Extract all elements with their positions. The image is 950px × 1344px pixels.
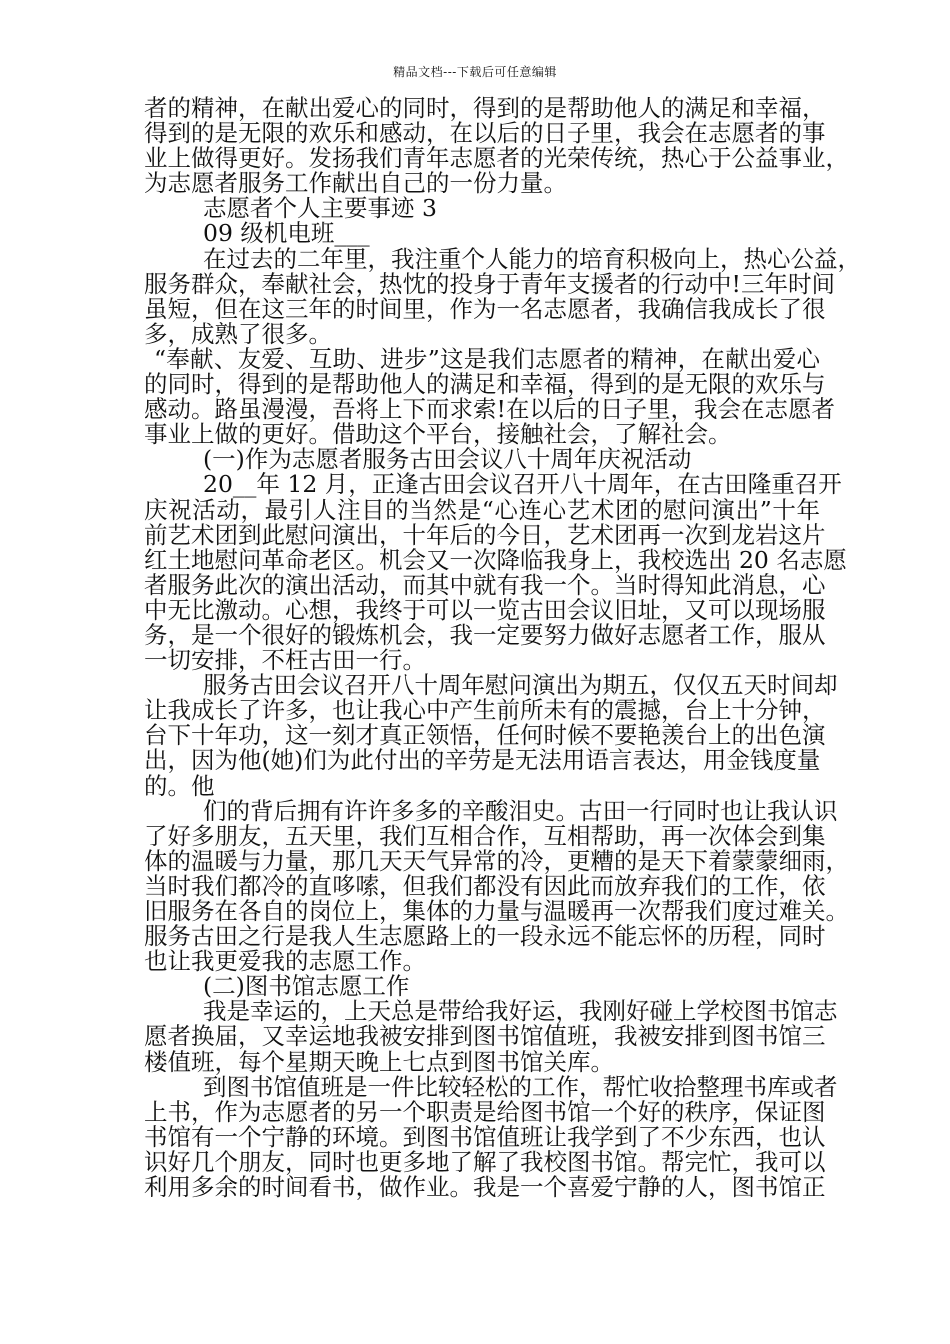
text-line: 红土地慰问革命老区。机会又一次降临我身上，我校选出 20 名志愿: [144, 545, 847, 574]
text-line: 志愿者个人主要事迹 3: [203, 194, 437, 223]
text-line: 在过去的二年里，我注重个人能力的培育积极向上，热心公益，: [203, 244, 861, 273]
text-line: 利用多余的时间看书，做作业。我是一个喜爱宁静的人，图书馆正: [144, 1173, 826, 1202]
text-line: 当时我们都冷的直哆嗦，但我们都没有因此而放弃我们的工作，依: [144, 871, 826, 900]
document-body: [144, 94, 861, 1202]
text-line: 感动。路虽漫漫，吾将上下而求索!在以后的日子里，我会在志愿者: [144, 395, 835, 424]
page-header: 精品文档---下载后可任意编辑: [393, 65, 557, 79]
text-line: 者的精神，在献出爱心的同时，得到的是帮助他人的满足和幸福，: [144, 94, 826, 122]
text-line: 事业上做的更好。借助这个平台，接触社会，了解社会。: [144, 420, 732, 449]
text-line: 20__年 12 月，正逢古田会议召开八十周年，在古田隆重召开: [203, 470, 842, 499]
text-line: (一)作为志愿者服务古田会议八十周年庆祝活动: [203, 445, 692, 474]
text-line: 庆祝活动，最引人注目的当然是“心连心艺术团的慰问演出”十年: [144, 495, 820, 524]
text-line: 了好多朋友，五天里，我们互相合作，互相帮助，再一次体会到集: [144, 821, 826, 850]
text-line: 得到的是无限的欢乐和感动，在以后的日子里，我会在志愿者的事: [144, 119, 826, 148]
text-line: (二)图书馆志愿工作: [203, 972, 410, 1001]
text-line: “奉献、友爱、互助、进步”这是我们志愿者的精神，在献出爱心: [154, 344, 820, 373]
text-line: 让我成长了许多，也让我心中产生前所未有的震撼，台上十分钟，: [144, 696, 826, 725]
text-line: 楼值班，每个星期天晚上七点到图书馆关库。: [144, 1047, 614, 1076]
text-line: 者服务此次的演出活动，而其中就有我一个。当时得知此消息，心: [144, 570, 826, 599]
text-line: 出，因为他(她)们为此付出的辛劳是无法用语言表达，用金钱度量: [144, 746, 821, 775]
text-line: 多，成熟了很多。: [144, 319, 332, 348]
text-line: 的。他: [144, 771, 215, 800]
text-line: 为志愿者服务工作献出自己的一份力量。: [144, 169, 567, 198]
text-line: 服务古田会议召开八十周年慰问演出为期五，仅仅五天时间却: [203, 671, 838, 700]
text-line: 书馆有一个宁静的环境。到图书馆值班让我学到了不少东西，也认: [144, 1122, 826, 1151]
text-line: 我是幸运的，上天总是带给我好运，我刚好碰上学校图书馆志: [203, 997, 838, 1026]
text-line: 台下十年功，这一刻才真正领悟，任何时候不要艳羡台上的出色演: [144, 721, 826, 750]
text-line: 的同时，得到的是帮助他人的满足和幸福，得到的是无限的欢乐与: [144, 370, 826, 399]
text-line: 们的背后拥有许许多多的辛酸泪史。古田一行同时也让我认识: [203, 796, 838, 825]
text-line: 务，是一个很好的锻炼机会，我一定要努力做好志愿者工作，服从: [144, 620, 826, 649]
text-line: 愿者换届，又幸运地我被安排到图书馆值班，我被安排到图书馆三: [144, 1022, 826, 1051]
text-line: 中无比激动。心想，我终于可以一览古田会议旧址，又可以现场服: [144, 595, 826, 624]
text-line: 虽短，但在这三年的时间里，作为一名志愿者，我确信我成长了很: [144, 294, 826, 323]
text-line: 旧服务在各自的岗位上，集体的力量与温暖再一次帮我们度过难关。: [144, 897, 849, 925]
text-line: 一切安排，不枉古田一行。: [144, 646, 426, 675]
text-line: 前艺术团到此慰问演出，十年后的今日，艺术团再一次到龙岩这片: [144, 520, 826, 549]
text-line: 09 级机电班___: [203, 219, 370, 248]
text-line: 业上做得更好。发扬我们青年志愿者的光荣传统，热心于公益事业，: [144, 144, 849, 173]
text-line: 服务群众，奉献社会，热忱的投身于青年支援者的行动中!三年时间: [144, 269, 835, 298]
text-line: 服务古田之行是我人生志愿路上的一段永远不能忘怀的历程，同时: [144, 922, 826, 951]
text-line: 识好几个朋友，同时也更多地了解了我校图书馆。帮完忙，我可以: [144, 1147, 826, 1176]
text-line: 上书，作为志愿者的另一个职责是给图书馆一个好的秩序，保证图: [144, 1097, 826, 1126]
text-line: 体的温暖与力量，那几天天气异常的冷，更糟的是天下着蒙蒙细雨，: [144, 846, 849, 875]
text-line: 到图书馆值班是一件比较轻松的工作，帮忙收拾整理书库或者: [203, 1072, 838, 1101]
text-line: 也让我更爱我的志愿工作。: [144, 947, 426, 976]
